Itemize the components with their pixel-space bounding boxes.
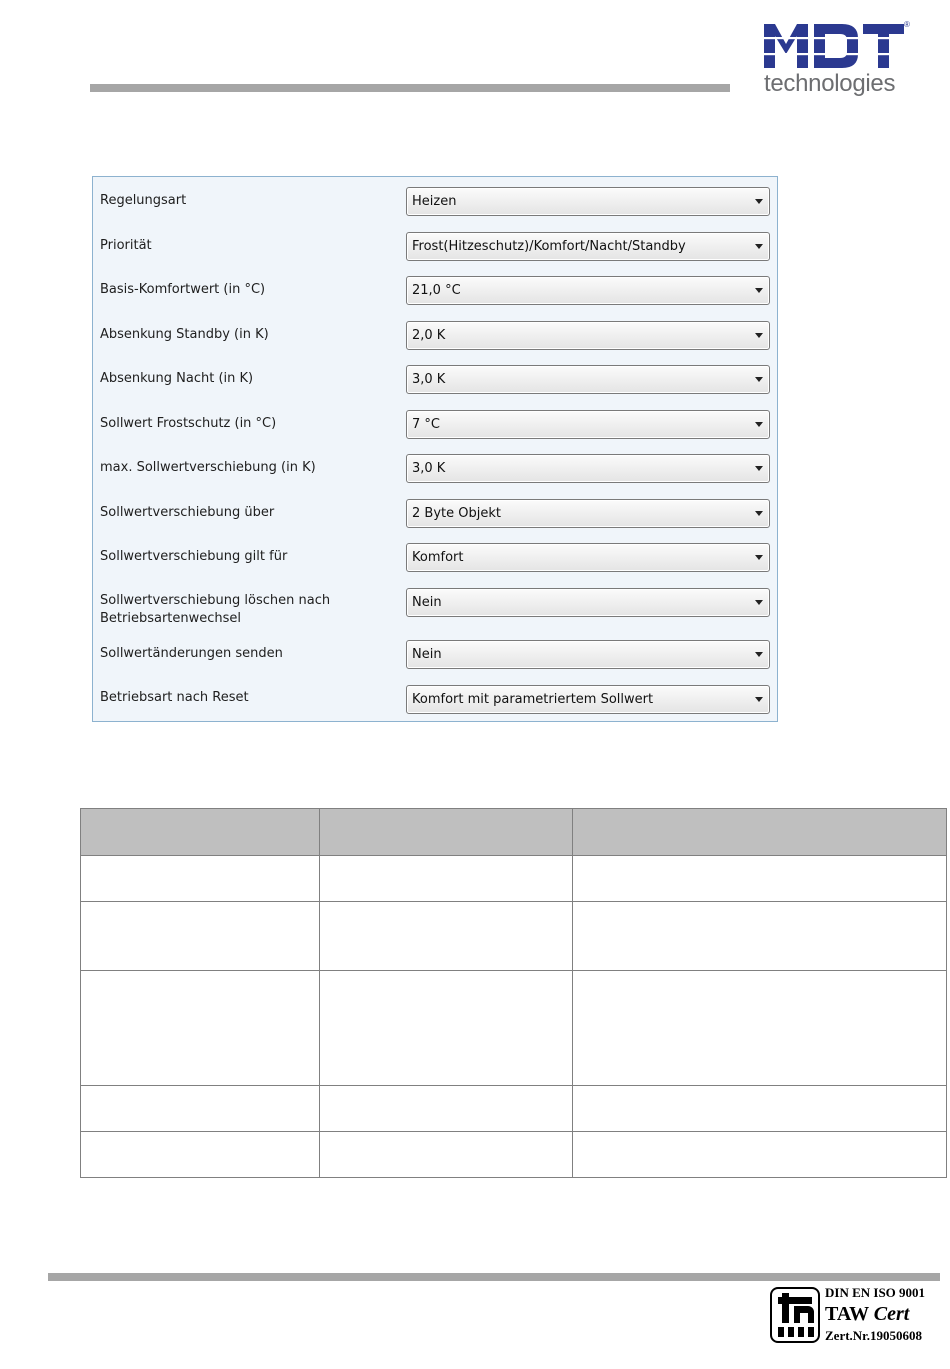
param-label: Betriebsart nach Reset	[100, 690, 249, 705]
param-label: Priorität	[100, 238, 152, 253]
table-row	[81, 856, 947, 902]
cert-issuer-name: TAW	[825, 1303, 869, 1325]
chevron-down-icon	[755, 652, 763, 657]
table-row	[81, 971, 947, 1086]
chevron-down-icon	[755, 511, 763, 516]
chevron-down-icon	[755, 555, 763, 560]
table-cell	[320, 1086, 573, 1132]
param-dropdown[interactable]	[406, 454, 770, 483]
iso-certificate-badge	[768, 1285, 946, 1347]
param-label: Absenkung Standby (in K)	[100, 327, 269, 342]
table-header-cell	[81, 809, 320, 856]
param-dropdown[interactable]	[406, 499, 770, 528]
param-label: Sollwert Frostschutz (in °C)	[100, 416, 277, 431]
param-label: Sollwertverschiebung löschen nach Betriebsartenwechsel	[100, 593, 331, 626]
param-dropdown[interactable]	[406, 410, 770, 439]
param-dropdown[interactable]	[406, 685, 770, 714]
param-dropdown[interactable]	[406, 543, 770, 572]
dropdown-value: 21,0 °C	[412, 283, 461, 298]
param-dropdown[interactable]	[406, 276, 770, 305]
param-dropdown[interactable]	[406, 365, 770, 394]
chevron-down-icon	[755, 288, 763, 293]
table-row	[81, 1132, 947, 1178]
dropdown-value: 2,0 K	[412, 328, 446, 343]
dropdown-value: 2 Byte Objekt	[412, 506, 501, 521]
footer-rule	[48, 1273, 940, 1281]
chevron-down-icon	[755, 244, 763, 249]
taw-cert-logo-icon	[770, 1287, 820, 1343]
param-dropdown[interactable]	[406, 321, 770, 350]
mdt-logo	[764, 22, 914, 102]
param-dropdown[interactable]	[406, 232, 770, 261]
header-rule	[90, 84, 730, 92]
registered-mark: ®	[904, 20, 910, 29]
param-label: Regelungsart	[100, 193, 187, 208]
table-header-row	[81, 809, 947, 856]
table-cell	[320, 902, 573, 971]
table-cell	[81, 902, 320, 971]
table-cell	[320, 971, 573, 1086]
chevron-down-icon	[755, 466, 763, 471]
table-cell	[81, 1132, 320, 1178]
parameter-table	[80, 808, 947, 1178]
table-cell	[320, 856, 573, 902]
param-dropdown[interactable]	[406, 187, 770, 216]
cert-issuer-suffix: Cert	[873, 1303, 910, 1325]
table-cell	[320, 1132, 573, 1178]
logo-tagline: technologies	[764, 70, 896, 97]
param-label: max. Sollwertverschiebung (in K)	[100, 460, 316, 475]
iso-standard: DIN EN ISO 9001	[825, 1285, 926, 1300]
param-label: Basis-Komfortwert (in °C)	[100, 282, 266, 297]
chevron-down-icon	[755, 697, 763, 702]
cert-number: Zert.Nr.19050608	[825, 1328, 923, 1343]
table-cell	[573, 1086, 947, 1132]
table-header-cell	[320, 809, 573, 856]
table-row	[81, 902, 947, 971]
param-label: Absenkung Nacht (in K)	[100, 371, 254, 386]
dropdown-value: 3,0 K	[412, 461, 446, 476]
table-cell	[81, 856, 320, 902]
cert-issuer	[825, 1303, 909, 1326]
table-cell	[573, 971, 947, 1086]
param-label: Sollwertänderungen senden	[100, 646, 283, 661]
param-label: Sollwertverschiebung gilt für	[100, 549, 288, 564]
table-cell	[573, 856, 947, 902]
table-cell	[81, 1086, 320, 1132]
table-row	[81, 1086, 947, 1132]
dropdown-value: 3,0 K	[412, 372, 446, 387]
dropdown-value: Heizen	[412, 194, 457, 209]
parameter-dialog	[92, 176, 778, 722]
param-dropdown[interactable]	[406, 640, 770, 669]
dropdown-value: Frost(Hitzeschutz)/Komfort/Nacht/Standby	[412, 239, 686, 254]
chevron-down-icon	[755, 600, 763, 605]
table-header-cell	[573, 809, 947, 856]
dropdown-value: Nein	[412, 647, 442, 662]
dropdown-value: Nein	[412, 595, 442, 610]
chevron-down-icon	[755, 333, 763, 338]
dropdown-value: Komfort	[412, 550, 464, 565]
dropdown-value: 7 °C	[412, 417, 440, 432]
chevron-down-icon	[755, 422, 763, 427]
table-cell	[81, 971, 320, 1086]
chevron-down-icon	[755, 199, 763, 204]
mdt-wordmark-icon	[764, 22, 910, 72]
param-dropdown[interactable]	[406, 588, 770, 617]
table-cell	[573, 1132, 947, 1178]
chevron-down-icon	[755, 377, 763, 382]
param-label: Sollwertverschiebung über	[100, 505, 275, 520]
table-cell	[573, 902, 947, 971]
dropdown-value: Komfort mit parametriertem Sollwert	[412, 692, 654, 707]
